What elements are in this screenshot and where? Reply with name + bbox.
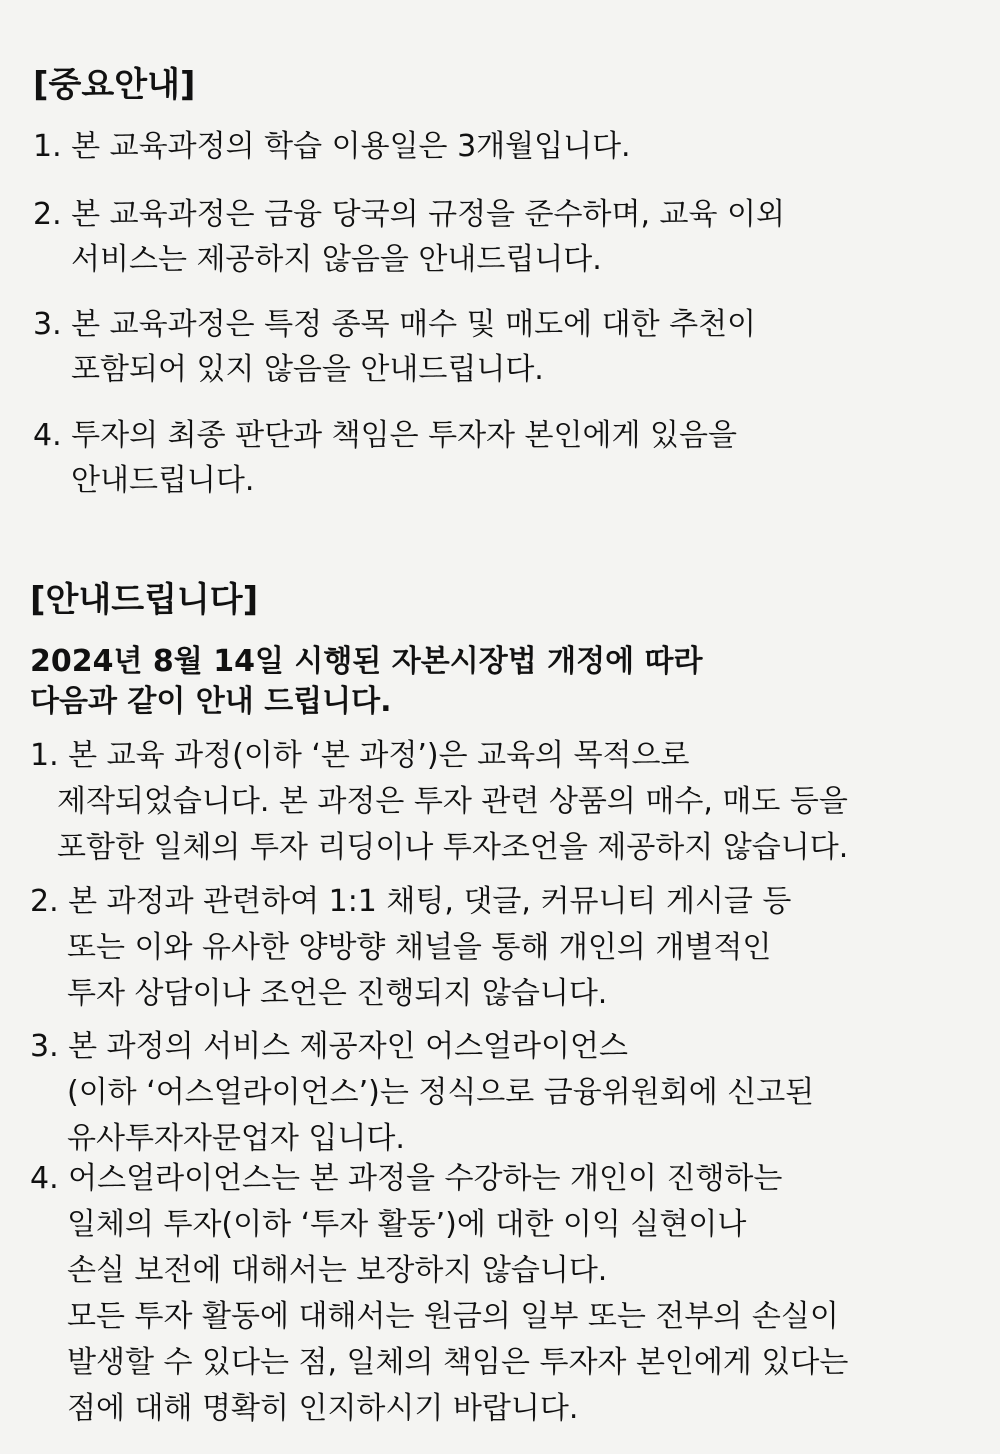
guidance-heading: [안내드립니다] [30,580,259,620]
guidance-item-3 [30,1024,814,1162]
notice-item-3 [33,302,756,392]
notice-item-4-line-1: 4. 투자의 최종 판단과 책임은 투자자 본인에게 있음을 [33,418,737,453]
guidance-item-2 [30,879,791,1017]
guidance-item-1-line-2: 제작되었습니다. 본 과정은 투자 관련 상품의 매수, 매도 등을 [57,784,848,819]
notice-item-3-line-1: 3. 본 교육과정은 특정 종목 매수 및 매도에 대한 추천이 [33,307,757,342]
guidance-item-4-line-6: 점에 대해 명확히 인지하시기 바랍니다. [67,1391,579,1426]
notice-item-1 [33,124,631,169]
guidance-item-2-line-3: 투자 상담이나 조언은 진행되지 않습니다. [67,976,608,1011]
guidance-item-1-line-1: 1. 본 교육 과정(이하 ‘본 과정’)은 교육의 목적으로 [30,738,690,773]
guidance-item-2-line-1: 2. 본 과정과 관련하여 1:1 채팅, 댓글, 커뮤니티 게시글 등 [30,884,792,919]
notice-item-4-line-2: 안내드립니다. [71,463,255,498]
guidance-intro [30,642,702,722]
guidance-intro-line-1: 2024년 8월 14일 시행된 자본시장법 개정에 따라 [30,644,703,679]
notice-item-2-line-1: 2. 본 교육과정은 금융 당국의 규정을 준수하며, 교육 이외 [33,197,786,232]
notice-item-1-line-1: 1. 본 교육과정의 학습 이용일은 3개월입니다. [33,129,631,164]
guidance-item-3-line-2: (이하 ‘어스얼라이언스’)는 정식으로 금융위원회에 신고된 [67,1075,815,1110]
guidance-item-2-line-2: 또는 이와 유사한 양방향 채널을 통해 개인의 개별적인 [67,930,772,965]
guidance-item-4 [30,1156,848,1432]
guidance-item-1 [30,733,848,871]
guidance-item-4-line-1: 4. 어스얼라이언스는 본 과정을 수강하는 개인이 진행하는 [30,1161,783,1196]
guidance-item-4-line-5: 발생할 수 있다는 점, 일체의 책임은 투자자 본인에게 있다는 [67,1345,849,1380]
guidance-item-4-line-4: 모든 투자 활동에 대해서는 원금의 일부 또는 전부의 손실이 [67,1299,839,1334]
important-notice-heading: [중요안내] [33,65,196,105]
notice-item-3-line-2: 포함되어 있지 않음을 안내드립니다. [71,352,544,387]
notice-item-2-line-2: 서비스는 제공하지 않음을 안내드립니다. [71,242,602,277]
guidance-item-4-line-3: 손실 보전에 대해서는 보장하지 않습니다. [67,1253,608,1288]
guidance-item-4-line-2: 일체의 투자(이하 ‘투자 활동’)에 대한 이익 실현이나 [67,1207,747,1242]
notice-item-2 [33,192,785,282]
guidance-intro-line-2: 다음과 같이 안내 드립니다. [30,684,392,719]
guidance-item-3-line-3: 유사투자자문업자 입니다. [67,1121,405,1156]
guidance-item-3-line-1: 3. 본 과정의 서비스 제공자인 어스얼라이언스 [30,1029,628,1064]
guidance-item-1-line-3: 포함한 일체의 투자 리딩이나 투자조언을 제공하지 않습니다. [57,830,849,865]
notice-item-4 [33,413,737,503]
